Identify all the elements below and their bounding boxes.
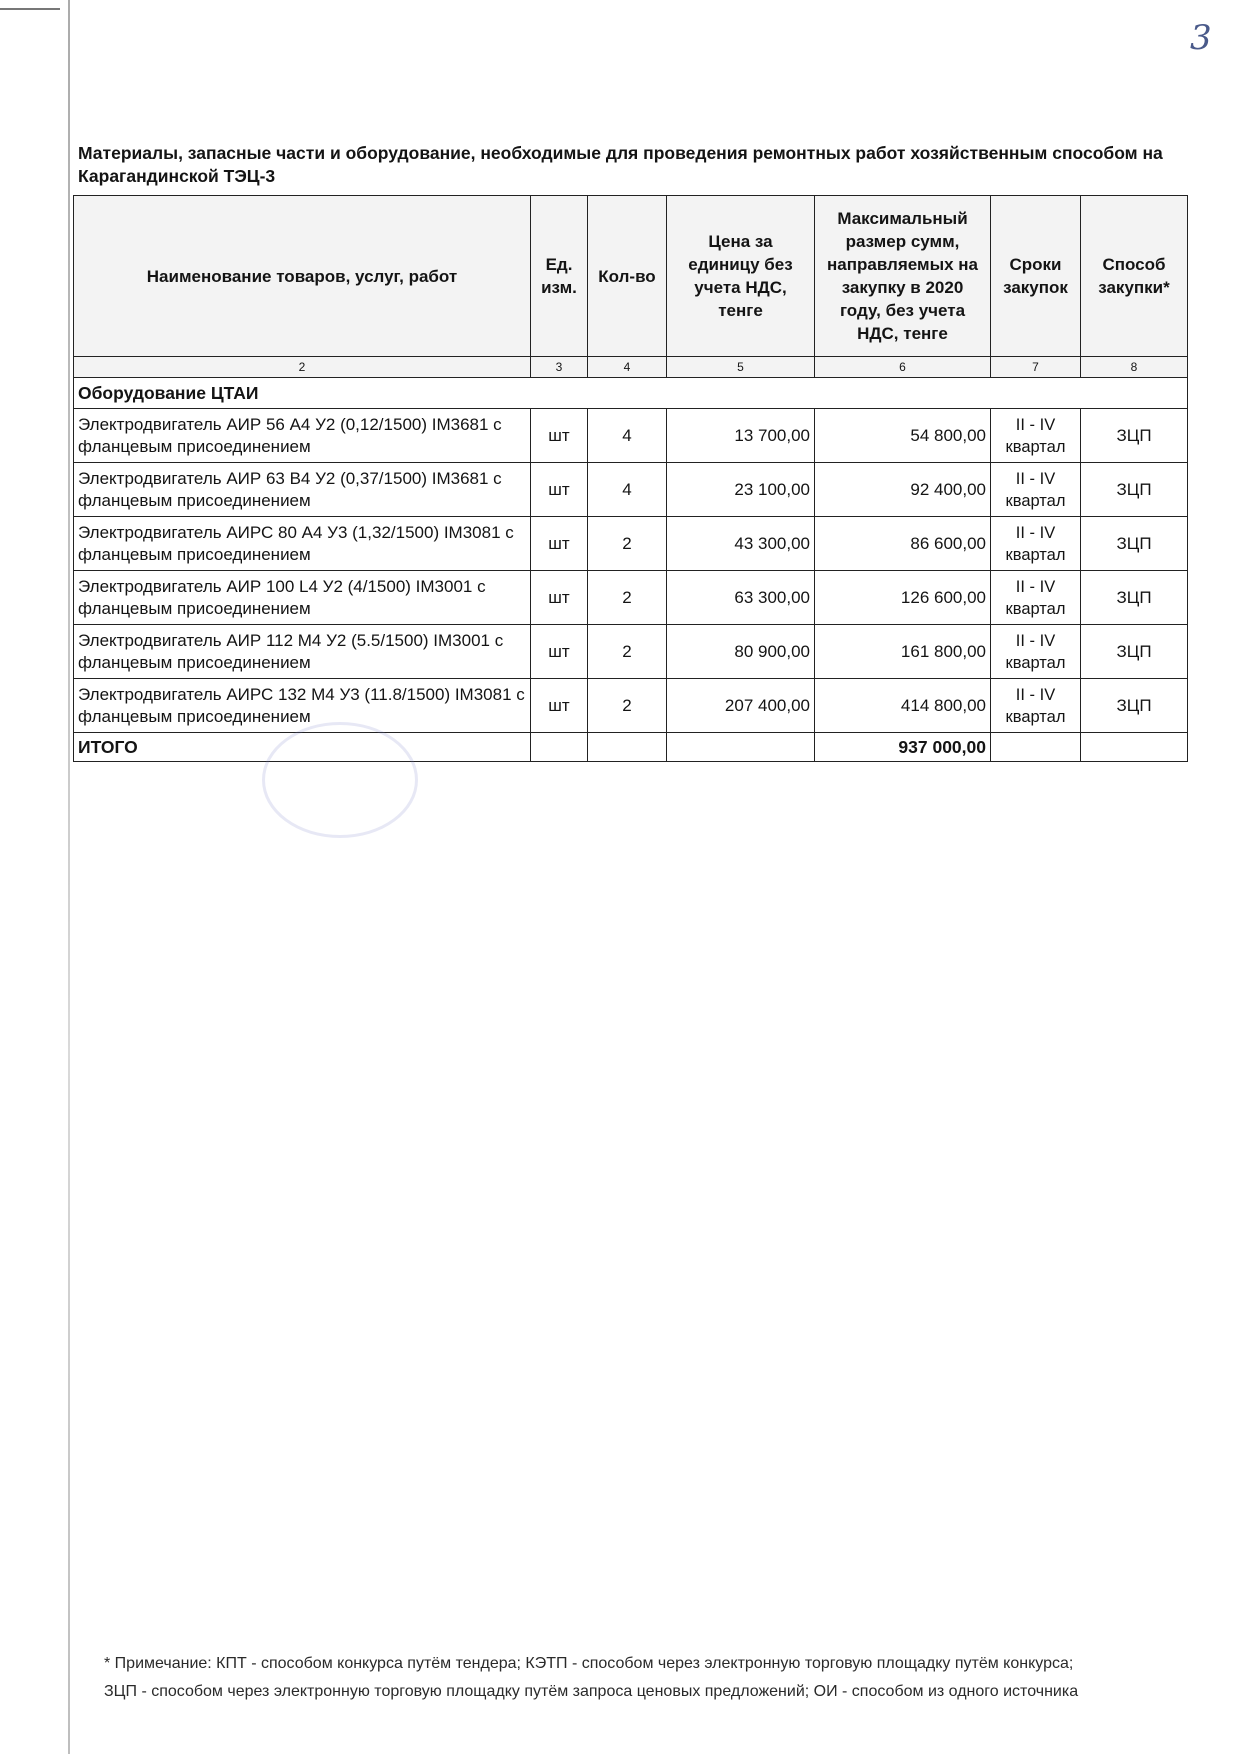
column-number: 7 xyxy=(991,357,1081,378)
section-title: Оборудование ЦТАИ xyxy=(74,378,1188,409)
item-sum: 414 800,00 xyxy=(815,679,991,733)
item-method: ЗЦП xyxy=(1081,517,1188,571)
item-qty: 2 xyxy=(588,679,667,733)
header-qty: Кол-во xyxy=(588,196,667,357)
empty-cell xyxy=(667,733,815,762)
item-period: II - IV квартал xyxy=(991,625,1081,679)
item-price: 13 700,00 xyxy=(667,409,815,463)
item-price: 80 900,00 xyxy=(667,625,815,679)
empty-cell xyxy=(1081,733,1188,762)
item-period: II - IV квартал xyxy=(991,517,1081,571)
column-number: 2 xyxy=(74,357,531,378)
item-sum: 86 600,00 xyxy=(815,517,991,571)
item-unit: шт xyxy=(531,679,588,733)
item-price: 207 400,00 xyxy=(667,679,815,733)
item-sum: 54 800,00 xyxy=(815,409,991,463)
item-unit: шт xyxy=(531,463,588,517)
empty-cell xyxy=(531,733,588,762)
header-unit: Ед. изм. xyxy=(531,196,588,357)
item-price: 63 300,00 xyxy=(667,571,815,625)
item-period: II - IV квартал xyxy=(991,679,1081,733)
table-row xyxy=(74,571,1188,625)
item-name: Электродвигатель АИР 63 В4 У2 (0,37/1500) IM3681 с фланцевым присоединением xyxy=(74,463,531,517)
empty-cell xyxy=(588,733,667,762)
scan-mark xyxy=(0,8,60,10)
item-sum: 92 400,00 xyxy=(815,463,991,517)
item-sum: 126 600,00 xyxy=(815,571,991,625)
scan-edge xyxy=(68,0,70,1754)
column-number: 8 xyxy=(1081,357,1188,378)
empty-cell xyxy=(991,733,1081,762)
document-title: Материалы, запасные части и оборудование, необходимые для проведения ремонтных работ хозяйственным способом на Карагандинской ТЭЦ-3 xyxy=(78,143,1163,186)
item-qty: 2 xyxy=(588,517,667,571)
item-name: Электродвигатель АИР 56 А4 У2 (0,12/1500) IM3681 с фланцевым присоединением xyxy=(74,409,531,463)
item-name: Электродвигатель АИР 112 М4 У2 (5.5/1500) IM3001 с фланцевым присоединением xyxy=(74,625,531,679)
column-number: 6 xyxy=(815,357,991,378)
table-row xyxy=(74,409,1188,463)
item-unit: шт xyxy=(531,409,588,463)
item-name: Электродвигатель АИР 100 L4 У2 (4/1500) IM3001 с фланцевым присоединением xyxy=(74,571,531,625)
header-period: Сроки закупок xyxy=(991,196,1081,357)
item-method: ЗЦП xyxy=(1081,571,1188,625)
header-row xyxy=(74,196,1188,357)
item-name: Электродвигатель АИРС 132 М4 У3 (11.8/1500) IM3081 с фланцевым присоединением xyxy=(74,679,531,733)
section-row xyxy=(74,378,1188,409)
item-unit: шт xyxy=(531,517,588,571)
item-method: ЗЦП xyxy=(1081,409,1188,463)
item-price: 23 100,00 xyxy=(667,463,815,517)
header-method: Способ закупки* xyxy=(1081,196,1188,357)
column-number: 4 xyxy=(588,357,667,378)
table-row xyxy=(74,679,1188,733)
column-number: 3 xyxy=(531,357,588,378)
page-number: 3 xyxy=(1190,18,1212,58)
item-method: ЗЦП xyxy=(1081,463,1188,517)
item-unit: шт xyxy=(531,571,588,625)
procurement-table xyxy=(73,195,1188,762)
item-qty: 2 xyxy=(588,625,667,679)
item-period: II - IV квартал xyxy=(991,409,1081,463)
table-row xyxy=(74,625,1188,679)
header-sum: Максимальный размер сумм, направляемых на закупку в 2020 году, без учета НДС, тенге xyxy=(815,196,991,357)
item-method: ЗЦП xyxy=(1081,679,1188,733)
item-unit: шт xyxy=(531,625,588,679)
total-sum: 937 000,00 xyxy=(815,733,991,762)
item-sum: 161 800,00 xyxy=(815,625,991,679)
column-number: 5 xyxy=(667,357,815,378)
item-name: Электродвигатель АИРС 80 А4 У3 (1,32/1500) IM3081 с фланцевым присоединением xyxy=(74,517,531,571)
column-number-row xyxy=(74,357,1188,378)
table-row xyxy=(74,517,1188,571)
item-qty: 4 xyxy=(588,463,667,517)
footnote: * Примечание: КПТ - способом конкурса путём тендера; КЭТП - способом через электронную торговую площадку путём конкурса; ЗЦП - способом через электронную торговую площадку путём запроса ценовых предложений; ОИ - способом из одного источника xyxy=(104,1655,1079,1700)
item-period: II - IV квартал xyxy=(991,571,1081,625)
item-method: ЗЦП xyxy=(1081,625,1188,679)
item-price: 43 300,00 xyxy=(667,517,815,571)
header-price: Цена за единицу без учета НДС, тенге xyxy=(667,196,815,357)
header-name: Наименование товаров, услуг, работ xyxy=(74,196,531,357)
total-label: ИТОГО xyxy=(74,733,531,762)
item-qty: 4 xyxy=(588,409,667,463)
table-row xyxy=(74,463,1188,517)
total-row xyxy=(74,733,1188,762)
item-period: II - IV квартал xyxy=(991,463,1081,517)
item-qty: 2 xyxy=(588,571,667,625)
